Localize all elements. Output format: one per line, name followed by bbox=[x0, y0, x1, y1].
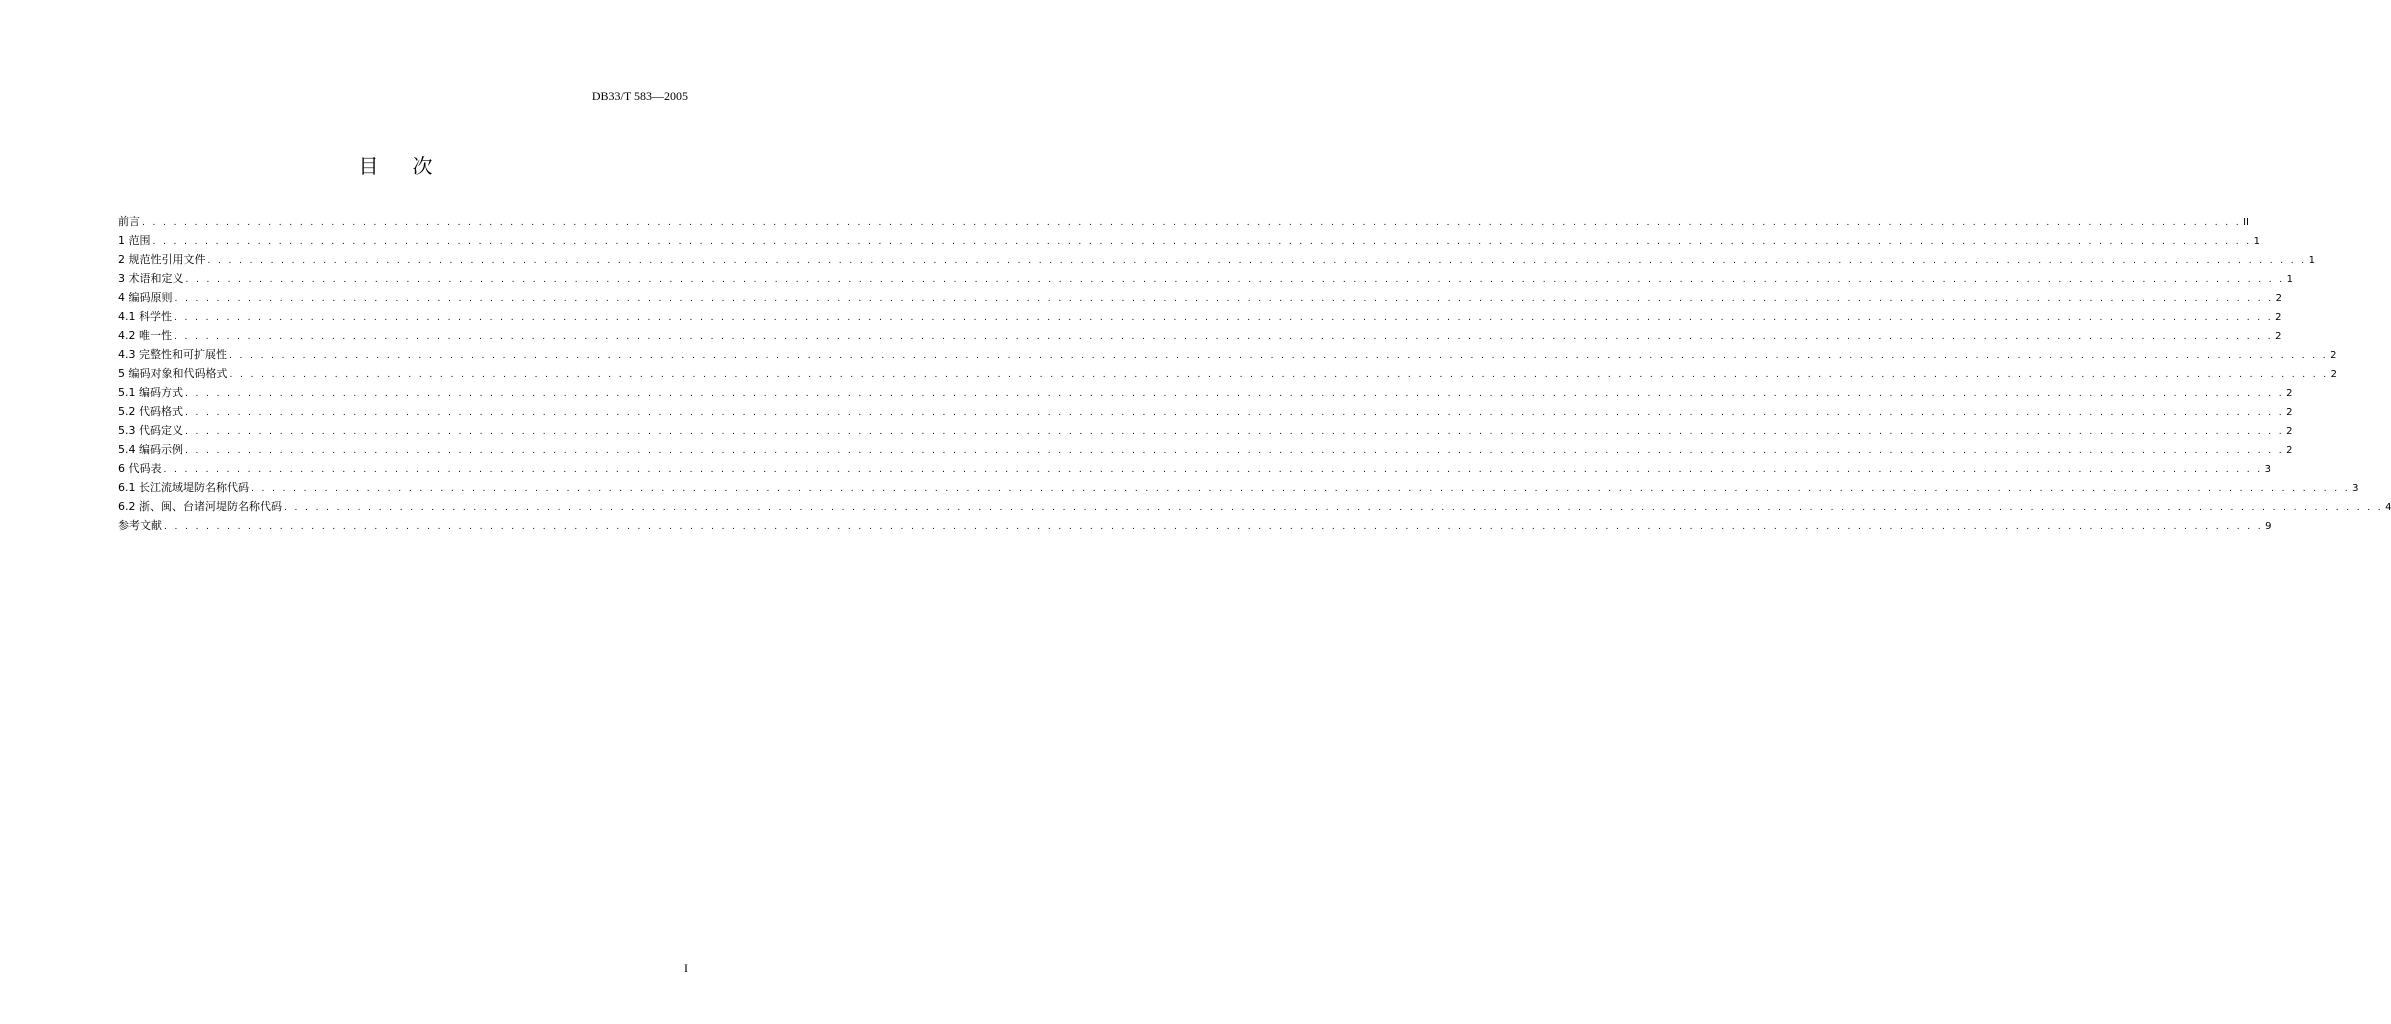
title-char-right: 次 bbox=[412, 154, 433, 178]
toc-entry-page: 1 bbox=[2253, 236, 2260, 247]
toc-dot-leader: . . . . . . . . . . . . . . . . . . . . . . . . . . . . . . . . . . . . . . . . . . . . . . . . . . . . . . . . . . . . . . . . . . . . . . . . . . . . . . . . . . . . . . . . . . . . . . . . . . . . . . . . . . . . . . . . . . . . . . . . . . . . . . . . . . . . . . . . . . . . . . . . . . . . . . . . . . . . . . . . . . . . . . . . . . . . . . . . . . . . . . . . . . . . . . . . . . . . . . . . bbox=[163, 465, 2263, 475]
toc-entry-page: 4 bbox=[2385, 502, 2391, 513]
toc-entry[interactable] bbox=[118, 383, 2293, 402]
toc-entry-label: 参考文献 bbox=[118, 519, 162, 532]
toc-entry-page: 2 bbox=[2330, 350, 2337, 361]
toc-entry-label: 5.1 编码方式 bbox=[118, 386, 183, 399]
toc-dot-leader: . . . . . . . . . . . . . . . . . . . . . . . . . . . . . . . . . . . . . . . . . . . . . . . . . . . . . . . . . . . . . . . . . . . . . . . . . . . . . . . . . . . . . . . . . . . . . . . . . . . . . . . . . . . . . . . . . . . . . . . . . . . . . . . . . . . . . . . . . . . . . . . . . . . . . . . . . . . . . . . . . . . . . . . . . . . . . . . . . . . . . . . . . . . . . . . . . . . . . . . . bbox=[164, 522, 2264, 532]
toc-dot-leader: . . . . . . . . . . . . . . . . . . . . . . . . . . . . . . . . . . . . . . . . . . . . . . . . . . . . . . . . . . . . . . . . . . . . . . . . . . . . . . . . . . . . . . . . . . . . . . . . . . . . . . . . . . . . . . . . . . . . . . . . . . . . . . . . . . . . . . . . . . . . . . . . . . . . . . . . . . . . . . . . . . . . . . . . . . . . . . . . . . . . . . . . . . . . . . . . . . . . . . . . bbox=[174, 332, 2274, 342]
toc-entry-page: 9 bbox=[2265, 521, 2272, 532]
toc-entry[interactable] bbox=[118, 440, 2293, 459]
toc-entry-label: 4.2 唯一性 bbox=[118, 329, 172, 342]
toc-entry-label: 4.1 科学性 bbox=[118, 310, 172, 323]
toc-entry-label: 6.2 浙、闽、台诸河堤防名称代码 bbox=[118, 500, 282, 513]
toc-entry-label: 5 编码对象和代码格式 bbox=[118, 367, 228, 380]
toc-entry[interactable] bbox=[118, 459, 2271, 478]
toc-entry-label: 2 规范性引用文件 bbox=[118, 253, 206, 266]
title-char-left: 目 bbox=[358, 154, 379, 178]
toc-entry-label: 1 范围 bbox=[118, 234, 151, 247]
toc-entry-page: II bbox=[2243, 217, 2249, 228]
document-code: DB33/T 583—2005 bbox=[591, 89, 688, 103]
toc-entry[interactable] bbox=[118, 402, 2293, 421]
toc-entry-label: 前言 bbox=[118, 215, 140, 228]
toc-entry-page: 2 bbox=[2275, 331, 2282, 342]
toc-entry[interactable] bbox=[118, 497, 2391, 516]
toc-entry[interactable] bbox=[118, 288, 2282, 307]
toc-entry-page: 2 bbox=[2286, 407, 2293, 418]
toc-dot-leader: . . . . . . . . . . . . . . . . . . . . . . . . . . . . . . . . . . . . . . . . . . . . . . . . . . . . . . . . . . . . . . . . . . . . . . . . . . . . . . . . . . . . . . . . . . . . . . . . . . . . . . . . . . . . . . . . . . . . . . . . . . . . . . . . . . . . . . . . . . . . . . . . . . . . . . . . . . . . . . . . . . . . . . . . . . . . . . . . . . . . . . . . . . . . . . . . . . . . . . . . bbox=[207, 256, 2307, 266]
toc-entry[interactable] bbox=[118, 231, 2260, 250]
toc-dot-leader: . . . . . . . . . . . . . . . . . . . . . . . . . . . . . . . . . . . . . . . . . . . . . . . . . . . . . . . . . . . . . . . . . . . . . . . . . . . . . . . . . . . . . . . . . . . . . . . . . . . . . . . . . . . . . . . . . . . . . . . . . . . . . . . . . . . . . . . . . . . . . . . . . . . . . . . . . . . . . . . . . . . . . . . . . . . . . . . . . . . . . . . . . . . . . . . . . . . . . . . . bbox=[251, 484, 2351, 494]
toc-entry-label: 5.3 代码定义 bbox=[118, 424, 183, 437]
toc-entry[interactable] bbox=[118, 307, 2282, 326]
toc-entry[interactable] bbox=[118, 269, 2293, 288]
toc-dot-leader: . . . . . . . . . . . . . . . . . . . . . . . . . . . . . . . . . . . . . . . . . . . . . . . . . . . . . . . . . . . . . . . . . . . . . . . . . . . . . . . . . . . . . . . . . . . . . . . . . . . . . . . . . . . . . . . . . . . . . . . . . . . . . . . . . . . . . . . . . . . . . . . . . . . . . . . . . . . . . . . . . . . . . . . . . . . . . . . . . . . . . . . . . . . . . . . . . . . . . . . . bbox=[185, 389, 2285, 399]
toc-entry-page: 3 bbox=[2352, 483, 2359, 494]
toc-entry-label: 4 编码原则 bbox=[118, 291, 173, 304]
toc-entry-page: 2 bbox=[2286, 445, 2293, 456]
toc-dot-leader: . . . . . . . . . . . . . . . . . . . . . . . . . . . . . . . . . . . . . . . . . . . . . . . . . . . . . . . . . . . . . . . . . . . . . . . . . . . . . . . . . . . . . . . . . . . . . . . . . . . . . . . . . . . . . . . . . . . . . . . . . . . . . . . . . . . . . . . . . . . . . . . . . . . . . . . . . . . . . . . . . . . . . . . . . . . . . . . . . . . . . . . . . . . . . . . . . . . . . . . . bbox=[229, 370, 2329, 380]
toc-entry[interactable] bbox=[118, 250, 2315, 269]
toc-entry-page: 3 bbox=[2264, 464, 2271, 475]
toc-entry-label: 5.2 代码格式 bbox=[118, 405, 183, 418]
toc-entry[interactable] bbox=[118, 478, 2359, 497]
toc-dot-leader: . . . . . . . . . . . . . . . . . . . . . . . . . . . . . . . . . . . . . . . . . . . . . . . . . . . . . . . . . . . . . . . . . . . . . . . . . . . . . . . . . . . . . . . . . . . . . . . . . . . . . . . . . . . . . . . . . . . . . . . . . . . . . . . . . . . . . . . . . . . . . . . . . . . . . . . . . . . . . . . . . . . . . . . . . . . . . . . . . . . . . . . . . . . . . . . . . . . . . . . . bbox=[185, 427, 2285, 437]
toc-entry-label: 6 代码表 bbox=[118, 462, 162, 475]
toc-entry-page: 2 bbox=[2275, 293, 2282, 304]
toc-entry-label: 3 术语和定义 bbox=[118, 272, 184, 285]
toc-dot-leader: . . . . . . . . . . . . . . . . . . . . . . . . . . . . . . . . . . . . . . . . . . . . . . . . . . . . . . . . . . . . . . . . . . . . . . . . . . . . . . . . . . . . . . . . . . . . . . . . . . . . . . . . . . . . . . . . . . . . . . . . . . . . . . . . . . . . . . . . . . . . . . . . . . . . . . . . . . . . . . . . . . . . . . . . . . . . . . . . . . . . . . . . . . . . . . . . . . . . . . . . bbox=[174, 294, 2274, 304]
toc-entry[interactable] bbox=[118, 326, 2282, 345]
page-title bbox=[0, 150, 791, 179]
toc-entry[interactable] bbox=[118, 212, 2249, 231]
toc-entry-page: 2 bbox=[2275, 312, 2282, 323]
toc-dot-leader: . . . . . . . . . . . . . . . . . . . . . . . . . . . . . . . . . . . . . . . . . . . . . . . . . . . . . . . . . . . . . . . . . . . . . . . . . . . . . . . . . . . . . . . . . . . . . . . . . . . . . . . . . . . . . . . . . . . . . . . . . . . . . . . . . . . . . . . . . . . . . . . . . . . . . . . . . . . . . . . . . . . . . . . . . . . . . . . . . . . . . . . . . . . . . . . . . . . . . . . . bbox=[152, 237, 2252, 247]
toc-entry-label: 6.1 长江流域堤防名称代码 bbox=[118, 481, 249, 494]
table-of-contents bbox=[118, 212, 2391, 535]
toc-entry[interactable] bbox=[118, 516, 2272, 535]
toc-entry-page: 1 bbox=[2308, 255, 2315, 266]
toc-entry-page: 2 bbox=[2330, 369, 2337, 380]
toc-entry[interactable] bbox=[118, 421, 2293, 440]
toc-entry-page: 1 bbox=[2286, 274, 2293, 285]
toc-entry[interactable] bbox=[118, 345, 2337, 364]
toc-dot-leader: . . . . . . . . . . . . . . . . . . . . . . . . . . . . . . . . . . . . . . . . . . . . . . . . . . . . . . . . . . . . . . . . . . . . . . . . . . . . . . . . . . . . . . . . . . . . . . . . . . . . . . . . . . . . . . . . . . . . . . . . . . . . . . . . . . . . . . . . . . . . . . . . . . . . . . . . . . . . . . . . . . . . . . . . . . . . . . . . . . . . . . . . . . . . . . . . . . . . . . . . bbox=[229, 351, 2329, 361]
toc-entry[interactable] bbox=[118, 364, 2337, 383]
toc-dot-leader: . . . . . . . . . . . . . . . . . . . . . . . . . . . . . . . . . . . . . . . . . . . . . . . . . . . . . . . . . . . . . . . . . . . . . . . . . . . . . . . . . . . . . . . . . . . . . . . . . . . . . . . . . . . . . . . . . . . . . . . . . . . . . . . . . . . . . . . . . . . . . . . . . . . . . . . . . . . . . . . . . . . . . . . . . . . . . . . . . . . . . . . . . . . . . . . . . . . . . . . . bbox=[142, 218, 2242, 228]
toc-dot-leader: . . . . . . . . . . . . . . . . . . . . . . . . . . . . . . . . . . . . . . . . . . . . . . . . . . . . . . . . . . . . . . . . . . . . . . . . . . . . . . . . . . . . . . . . . . . . . . . . . . . . . . . . . . . . . . . . . . . . . . . . . . . . . . . . . . . . . . . . . . . . . . . . . . . . . . . . . . . . . . . . . . . . . . . . . . . . . . . . . . . . . . . . . . . . . . . . . . . . . . . . bbox=[284, 503, 2384, 513]
toc-entry-page: 2 bbox=[2286, 426, 2293, 437]
toc-dot-leader: . . . . . . . . . . . . . . . . . . . . . . . . . . . . . . . . . . . . . . . . . . . . . . . . . . . . . . . . . . . . . . . . . . . . . . . . . . . . . . . . . . . . . . . . . . . . . . . . . . . . . . . . . . . . . . . . . . . . . . . . . . . . . . . . . . . . . . . . . . . . . . . . . . . . . . . . . . . . . . . . . . . . . . . . . . . . . . . . . . . . . . . . . . . . . . . . . . . . . . . . bbox=[185, 446, 2285, 456]
toc-entry-label: 4.3 完整性和可扩展性 bbox=[118, 348, 227, 361]
toc-dot-leader: . . . . . . . . . . . . . . . . . . . . . . . . . . . . . . . . . . . . . . . . . . . . . . . . . . . . . . . . . . . . . . . . . . . . . . . . . . . . . . . . . . . . . . . . . . . . . . . . . . . . . . . . . . . . . . . . . . . . . . . . . . . . . . . . . . . . . . . . . . . . . . . . . . . . . . . . . . . . . . . . . . . . . . . . . . . . . . . . . . . . . . . . . . . . . . . . . . . . . . . . bbox=[185, 275, 2285, 285]
toc-dot-leader: . . . . . . . . . . . . . . . . . . . . . . . . . . . . . . . . . . . . . . . . . . . . . . . . . . . . . . . . . . . . . . . . . . . . . . . . . . . . . . . . . . . . . . . . . . . . . . . . . . . . . . . . . . . . . . . . . . . . . . . . . . . . . . . . . . . . . . . . . . . . . . . . . . . . . . . . . . . . . . . . . . . . . . . . . . . . . . . . . . . . . . . . . . . . . . . . . . . . . . . . bbox=[185, 408, 2285, 418]
toc-dot-leader: . . . . . . . . . . . . . . . . . . . . . . . . . . . . . . . . . . . . . . . . . . . . . . . . . . . . . . . . . . . . . . . . . . . . . . . . . . . . . . . . . . . . . . . . . . . . . . . . . . . . . . . . . . . . . . . . . . . . . . . . . . . . . . . . . . . . . . . . . . . . . . . . . . . . . . . . . . . . . . . . . . . . . . . . . . . . . . . . . . . . . . . . . . . . . . . . . . . . . . . . bbox=[174, 313, 2274, 323]
toc-entry-page: 2 bbox=[2286, 388, 2293, 399]
toc-entry-label: 5.4 编码示例 bbox=[118, 443, 183, 456]
page-number: I bbox=[684, 961, 688, 975]
